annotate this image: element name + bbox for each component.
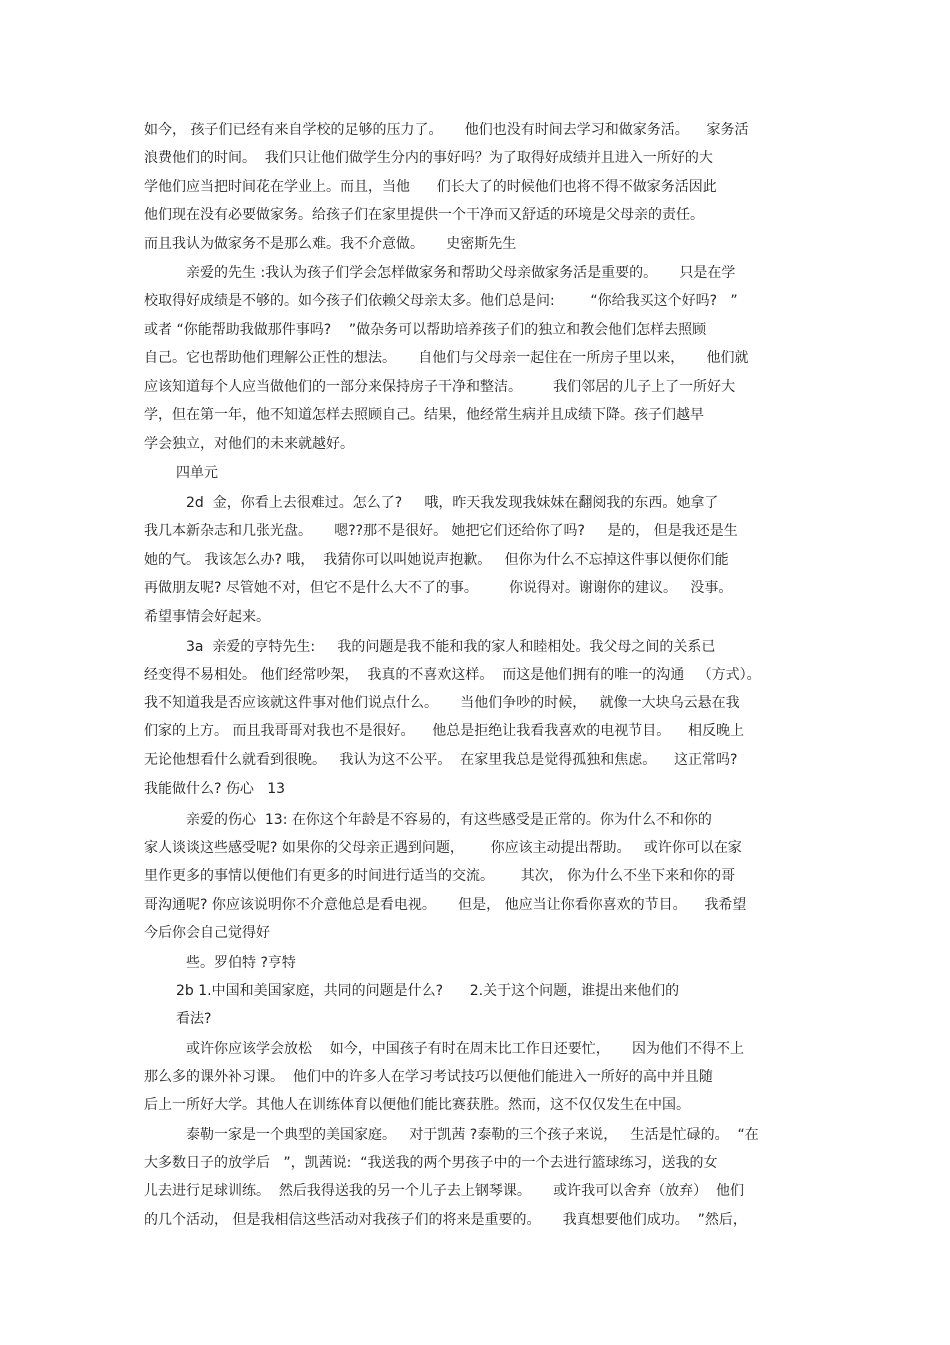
text-line: 2b 1.中国和美国家庭，共同的问题是什么? 2.关于这个问题，谁提出来他们的 bbox=[176, 983, 680, 999]
text-line: 的几个活动， 但是我相信这些活动对我孩子们的将来是重要的。 我真想要他们成功。 ”然后， bbox=[144, 1212, 747, 1228]
text-line: 2d 金，你看上去很难过。怎么了? 哦，昨天我发现我妹妹在翻阅我的东西。她拿了 bbox=[186, 495, 719, 511]
text-line: 学会独立，对他们的未来就越好。 bbox=[144, 436, 354, 452]
text-line: 她的气。 我该怎么办? 哦， 我猜你可以叫她说声抱歉。 但你为什么不忘掉这件事以便你们能 bbox=[144, 552, 729, 568]
text-line: 他们现在没有必要做家务。给孩子们在家里提供一个干净而又舒适的环境是父母亲的责任。 bbox=[144, 207, 704, 223]
text-line: 哥沟通呢? 你应该说明你不介意他总是看电视。 但是， 他应当让你看你喜欢的节目。 我希望 bbox=[144, 897, 747, 913]
text-line: 看法? bbox=[176, 1011, 212, 1027]
text-line: 些。罗伯特 ?亨特 bbox=[186, 955, 296, 971]
text-line: 校取得好成绩是不够的。如今孩子们依赖父母亲太多。他们总是问: “你给我买这个好吗? ” bbox=[144, 293, 738, 309]
text-line: 家人谈谈这些感受呢? 如果你的父母亲正遇到问题， 你应该主动提出帮助。 或许你可以在家 bbox=[144, 840, 742, 856]
text-line: 大多数日子的放学后 ”，凯茜说: “我送我的两个男孩子中的一个去进行篮球练习，送我的女 bbox=[144, 1155, 718, 1171]
text-line: 而且我认为做家务不是那么难。我不介意做。 史密斯先生 bbox=[144, 236, 517, 252]
text-line: 浪费他们的时间。 我们只让他们做学生分内的事好吗？为了取得好成绩并且进入一所好的大 bbox=[144, 150, 713, 166]
text-line: 那么多的课外补习课。 他们中的许多人在学习考试技巧以便他们能进入一所好的高中并且随 bbox=[144, 1069, 713, 1085]
text-line: 亲爱的先生 :我认为孩子们学会怎样做家务和帮助父母亲做家务活是重要的。 只是在学 bbox=[186, 265, 736, 281]
text-line: 无论他想看什么就看到很晚。 我认为这不公平。 在家里我总是觉得孤独和焦虑。 这正常吗? bbox=[144, 752, 738, 768]
text-line: 们家的上方。 而且我哥哥对我也不是很好。 他总是拒绝让我看我喜欢的电视节目。 相反晚上 bbox=[144, 723, 745, 739]
text-line: 3a 亲爱的亨特先生: 我的问题是我不能和我的家人和睦相处。我父母之间的关系已 bbox=[186, 639, 716, 655]
text-line: 学，但在第一年，他不知道怎样去照顾自己。结果，他经常生病并且成绩下降。孩子们越早 bbox=[144, 407, 704, 423]
text-line: 我不知道我是否应该就这件事对他们说点什么。 当他们争吵的时候， 就像一大块乌云悬在我 bbox=[144, 695, 740, 711]
text-line: 泰勒一家是一个典型的美国家庭。 对于凯茜 ?泰勒的三个孩子来说， 生活是忙碌的。 “在 bbox=[186, 1127, 759, 1143]
text-line: 应该知道每个人应当做他们的一部分来保持房子干净和整洁。 我们邻居的儿子上了一所好大 bbox=[144, 379, 736, 395]
text-line: 如今， 孩子们已经有来自学校的足够的压力了。 他们也没有时间去学习和做家务活。 家务活 bbox=[144, 122, 749, 138]
text-line: 经变得不易相处。 他们经常吵架， 我真的不喜欢这样。 而这是他们拥有的唯一的沟通 （方式）。 bbox=[144, 667, 761, 683]
text-line: 或许你应该学会放松 如今，中国孩子有时在周末比工作日还要忙， 因为他们不得不上 bbox=[186, 1041, 745, 1057]
text-line: 学他们应当把时间花在学业上。而且，当他 们长大了的时候他们也将不得不做家务活因此 bbox=[144, 179, 717, 195]
section-heading: 四单元 bbox=[176, 465, 218, 481]
text-line: 再做朋友呢? 尽管她不对，但它不是什么大不了的事。 你说得对。谢谢你的建议。 没事。 bbox=[144, 580, 733, 596]
text-line: 里作更多的事情以便他们有更多的时间进行适当的交流。 其次， 你为什么不坐下来和你的哥 bbox=[144, 868, 736, 884]
text-line: 或者 “你能帮助我做那件事吗? ”做杂务可以帮助培养孩子们的独立和教会他们怎样去照顾 bbox=[144, 322, 707, 338]
text-line: 今后你会自己觉得好 bbox=[144, 925, 270, 941]
text-line: 我几本新杂志和几张光盘。 嗯??那不是很好。 她把它们还给你了吗? 是的， 但是我还是生 bbox=[144, 523, 738, 539]
text-line: 后上一所好大学。其他人在训练体育以便他们能比赛获胜。然而，这不仅仅发生在中国。 bbox=[144, 1097, 690, 1113]
text-line: 希望事情会好起来。 bbox=[144, 609, 270, 625]
text-line: 自己。它也帮助他们理解公正性的想法。 自他们与父母亲一起住在一所房子里以来， 他们就 bbox=[144, 350, 749, 366]
text-line: 亲爱的伤心 13: 在你这个年龄是不容易的，有这些感受是正常的。你为什么不和你的 bbox=[186, 812, 712, 828]
text-line: 我能做什么? 伤心 13 bbox=[144, 781, 286, 797]
text-line: 儿去进行足球训练。 然后我得送我的另一个儿子去上钢琴课。 或许我可以舍弃（放弃） 他们 bbox=[144, 1183, 745, 1199]
